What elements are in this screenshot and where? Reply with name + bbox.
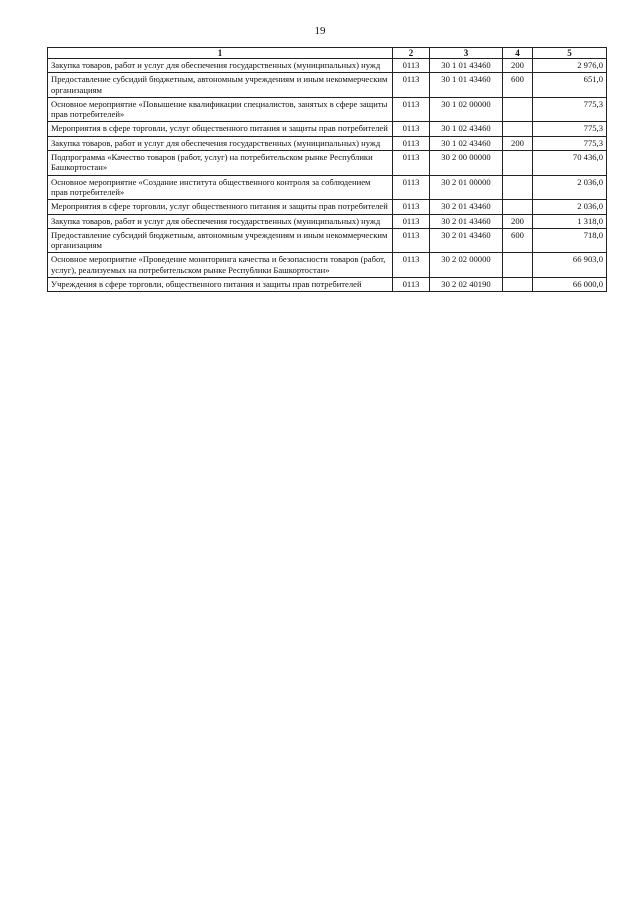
cell-expense-type: 200 — [503, 214, 533, 228]
cell-amount: 66 903,0 — [533, 253, 607, 278]
cell-expense-type — [503, 122, 533, 136]
cell-section: 0113 — [393, 278, 430, 292]
cell-name: Подпрограмма «Качество товаров (работ, услуг) на потребительском рынке Республики Башкортостан» — [48, 151, 393, 176]
cell-section: 0113 — [393, 200, 430, 214]
cell-target-article: 30 1 02 43460 — [430, 136, 503, 150]
cell-section: 0113 — [393, 253, 430, 278]
cell-section: 0113 — [393, 214, 430, 228]
cell-expense-type — [503, 278, 533, 292]
cell-amount: 775,3 — [533, 122, 607, 136]
cell-amount: 651,0 — [533, 73, 607, 98]
cell-name: Закупка товаров, работ и услуг для обеспечения государственных (муниципальных) нужд — [48, 136, 393, 150]
header-col-5: 5 — [533, 48, 607, 59]
cell-target-article: 30 2 01 43460 — [430, 214, 503, 228]
cell-amount: 2 036,0 — [533, 175, 607, 200]
cell-expense-type — [503, 97, 533, 122]
cell-expense-type: 600 — [503, 228, 533, 253]
table-row — [48, 97, 607, 122]
cell-name: Мероприятия в сфере торговли, услуг общественного питания и защиты прав потребителей — [48, 200, 393, 214]
cell-name: Основное мероприятие «Проведение мониторинга качества и безопасности товаров (работ, услуг), реализуемых на потребительском рынке Республики Башкортостан» — [48, 253, 393, 278]
header-col-4: 4 — [503, 48, 533, 59]
cell-amount: 66 000,0 — [533, 278, 607, 292]
header-col-2: 2 — [393, 48, 430, 59]
table-row — [48, 228, 607, 253]
cell-name: Предоставление субсидий бюджетным, автономным учреждениям и иным некоммерческим организациям — [48, 228, 393, 253]
table-row — [48, 278, 607, 292]
table-row — [48, 175, 607, 200]
cell-section: 0113 — [393, 59, 430, 73]
cell-section: 0113 — [393, 97, 430, 122]
table-row — [48, 136, 607, 150]
cell-target-article: 30 1 02 00000 — [430, 97, 503, 122]
cell-amount: 1 318,0 — [533, 214, 607, 228]
table-row — [48, 214, 607, 228]
cell-target-article: 30 2 00 00000 — [430, 151, 503, 176]
cell-target-article: 30 1 01 43460 — [430, 59, 503, 73]
table-body — [48, 59, 607, 292]
cell-section: 0113 — [393, 228, 430, 253]
cell-name: Учреждения в сфере торговли, общественного питания и защиты прав потребителей — [48, 278, 393, 292]
cell-target-article: 30 2 01 43460 — [430, 228, 503, 253]
cell-amount: 2 976,0 — [533, 59, 607, 73]
cell-amount: 775,3 — [533, 97, 607, 122]
cell-section: 0113 — [393, 175, 430, 200]
cell-section: 0113 — [393, 136, 430, 150]
cell-expense-type — [503, 200, 533, 214]
cell-amount: 70 436,0 — [533, 151, 607, 176]
cell-amount: 718,0 — [533, 228, 607, 253]
cell-name: Закупка товаров, работ и услуг для обеспечения государственных (муниципальных) нужд — [48, 59, 393, 73]
cell-amount: 2 036,0 — [533, 200, 607, 214]
cell-section: 0113 — [393, 73, 430, 98]
header-col-3: 3 — [430, 48, 503, 59]
cell-target-article: 30 2 01 00000 — [430, 175, 503, 200]
table-row — [48, 151, 607, 176]
cell-expense-type — [503, 151, 533, 176]
cell-name: Закупка товаров, работ и услуг для обеспечения государственных (муниципальных) нужд — [48, 214, 393, 228]
table-row — [48, 200, 607, 214]
cell-name: Основное мероприятие «Создание института общественного контроля за соблюдением прав потребителей» — [48, 175, 393, 200]
cell-name: Предоставление субсидий бюджетным, автономным учреждениям и иным некоммерческим организациям — [48, 73, 393, 98]
header-col-1: 1 — [48, 48, 393, 59]
cell-section: 0113 — [393, 151, 430, 176]
table-row — [48, 122, 607, 136]
cell-expense-type: 200 — [503, 136, 533, 150]
cell-expense-type — [503, 253, 533, 278]
table-header-row — [48, 48, 607, 59]
table-row — [48, 59, 607, 73]
cell-expense-type: 600 — [503, 73, 533, 98]
cell-name: Основное мероприятие «Повышение квалификации специалистов, занятых в сфере защиты прав потребителей» — [48, 97, 393, 122]
cell-target-article: 30 2 01 43460 — [430, 200, 503, 214]
cell-expense-type — [503, 175, 533, 200]
cell-target-article: 30 1 01 43460 — [430, 73, 503, 98]
cell-target-article: 30 2 02 40190 — [430, 278, 503, 292]
cell-amount: 775,3 — [533, 136, 607, 150]
budget-table — [47, 47, 607, 292]
table-row — [48, 73, 607, 98]
cell-expense-type: 200 — [503, 59, 533, 73]
cell-section: 0113 — [393, 122, 430, 136]
cell-target-article: 30 2 02 00000 — [430, 253, 503, 278]
page-number: 19 — [314, 25, 326, 37]
table-row — [48, 253, 607, 278]
cell-target-article: 30 1 02 43460 — [430, 122, 503, 136]
cell-name: Мероприятия в сфере торговли, услуг общественного питания и защиты прав потребителей — [48, 122, 393, 136]
